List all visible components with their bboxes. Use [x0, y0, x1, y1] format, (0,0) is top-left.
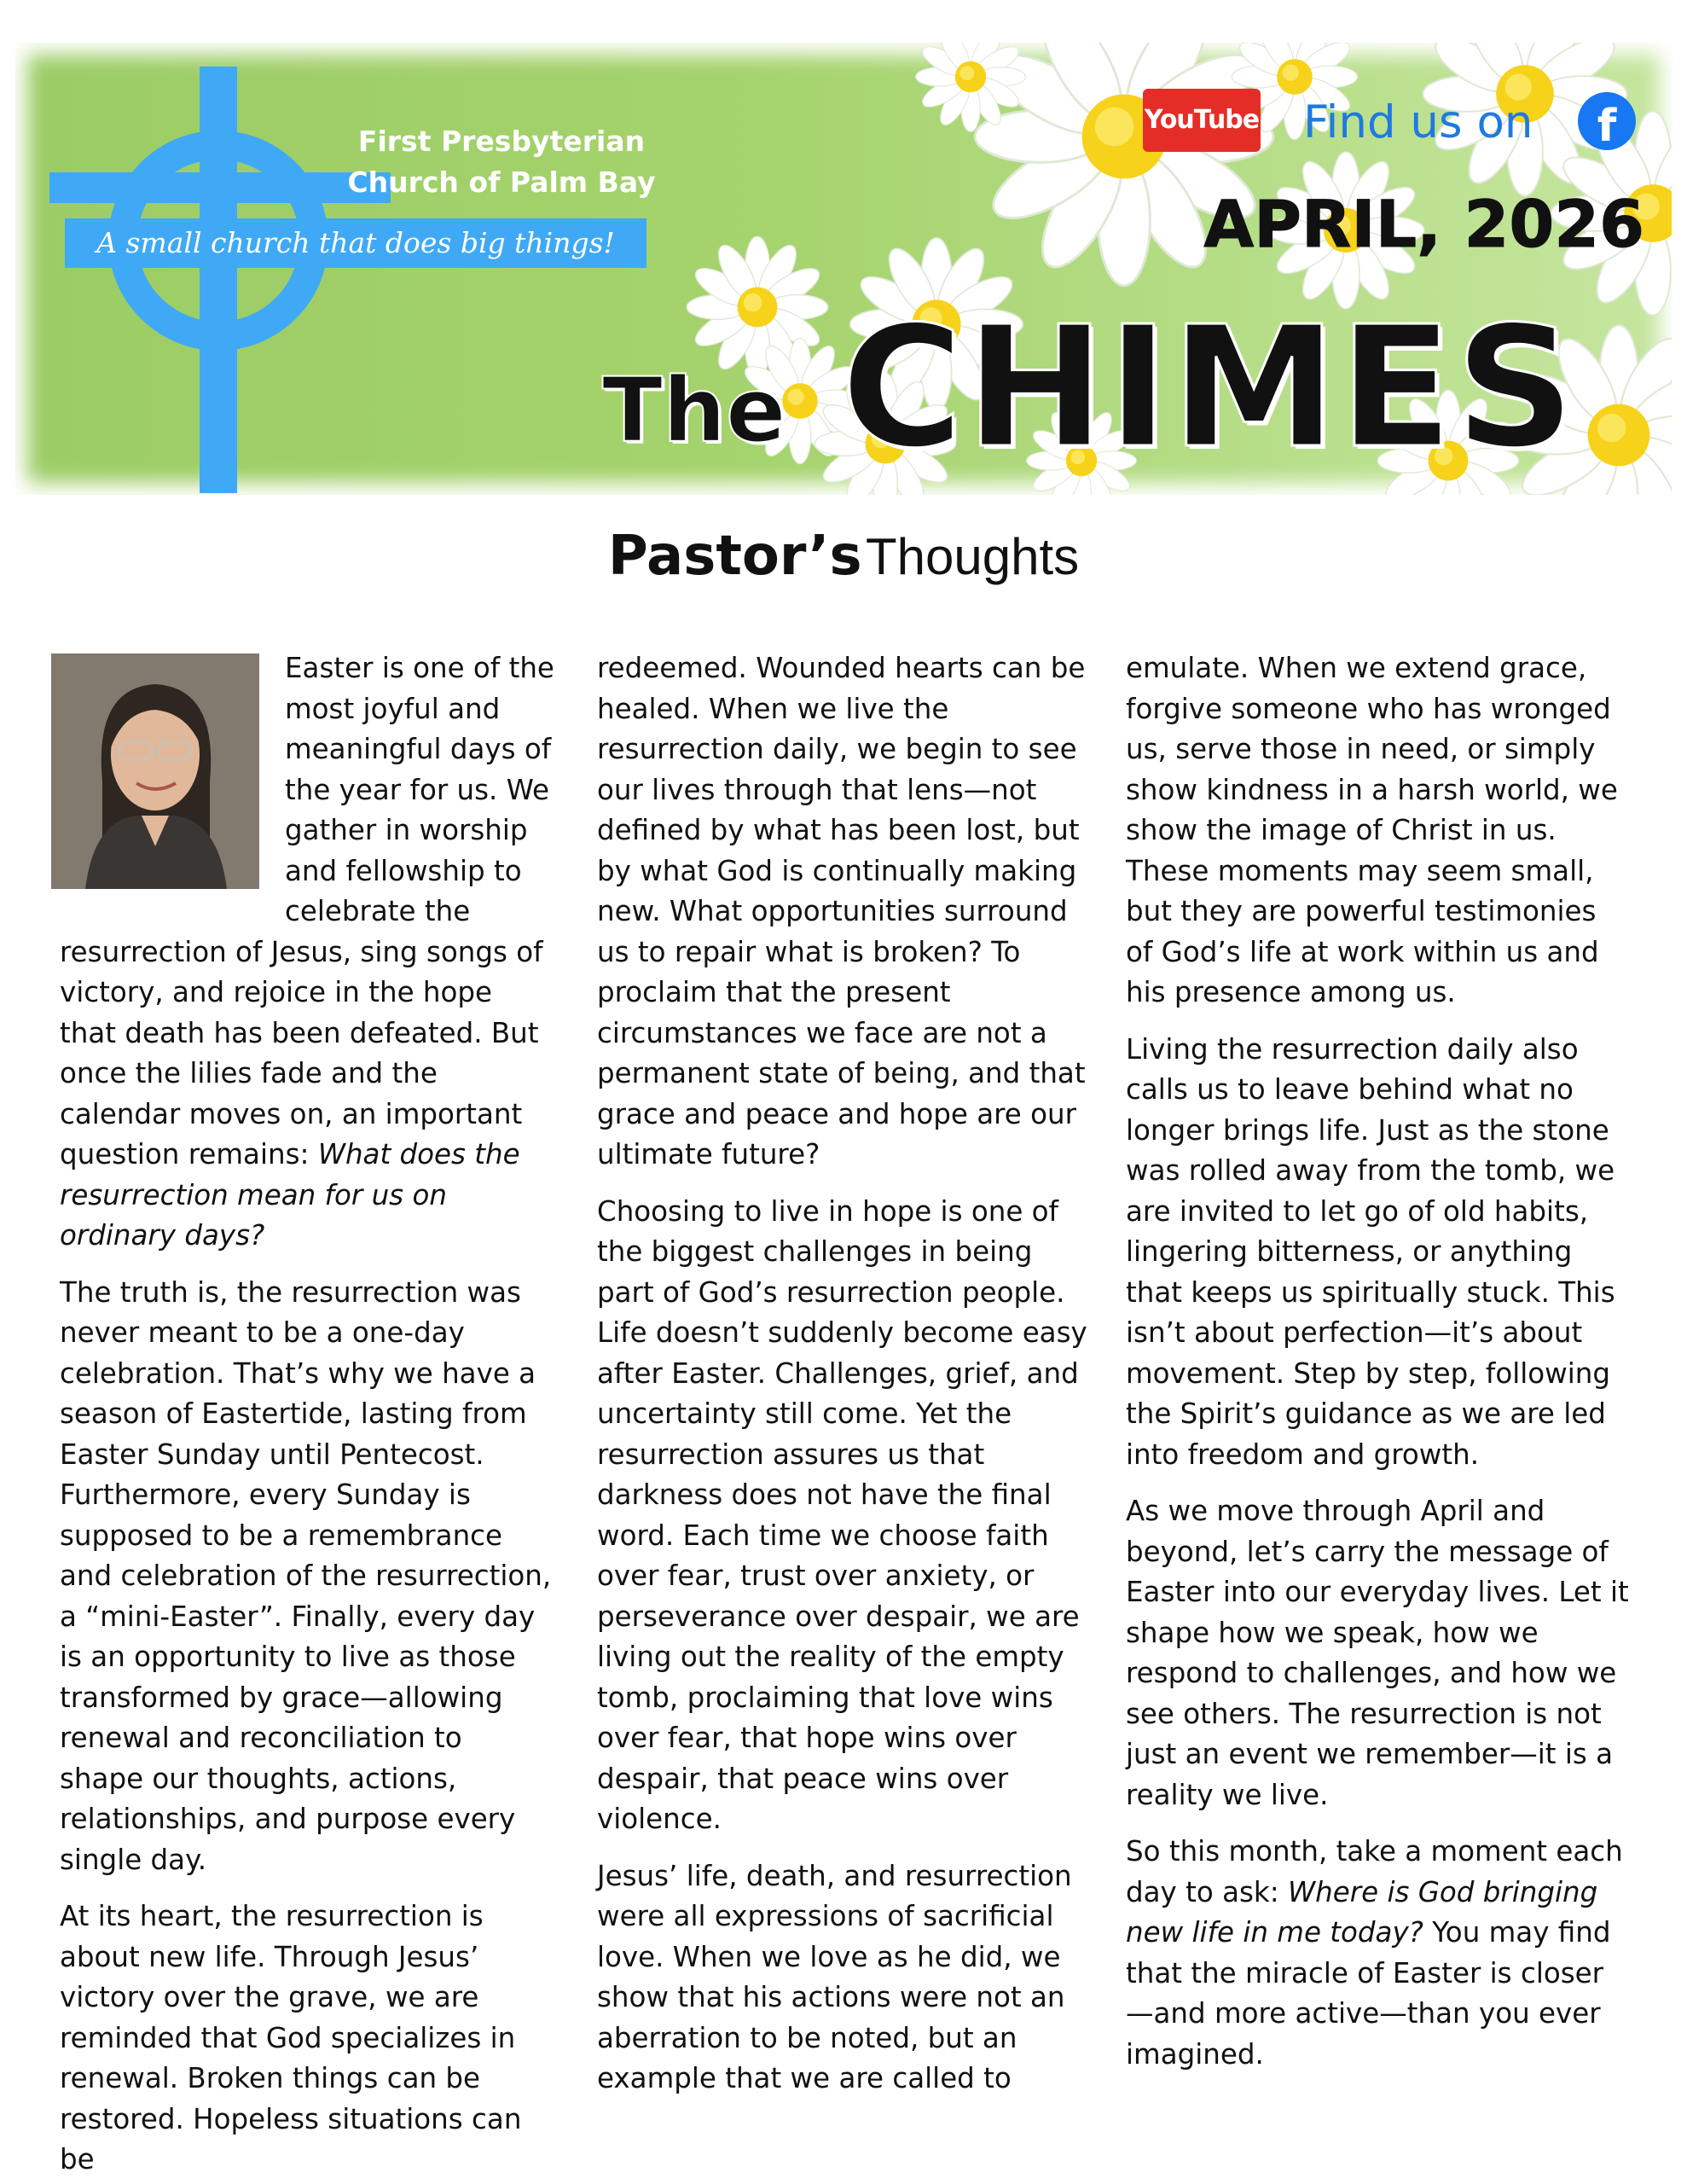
- pastor-photo: [51, 653, 259, 889]
- church-name: [322, 121, 681, 203]
- paragraph: As we move through April and beyond, let’s carry the message of Easter into our everyday lives. Let it shape how we speak, how we respond to challenges, and how we see others. The resurrection is not just an event we remember—it is a reality we live.: [1126, 1495, 1629, 1811]
- church-name-line1: First Presbyterian: [357, 125, 646, 158]
- masthead-chimes: CHIMES: [841, 291, 1577, 485]
- paragraph: Choosing to live in hope is one of the biggest challenges in being part of God’s resurrection people. Life doesn’t suddenly become easy after Easter. Challenges, grief, and uncertainty still come. Yet the resurrection assures us that darkness does not have the final word. Each time we choose faith over fear, trust over anxiety, or perseverance over despair, we are living out the reality of the empty tomb, proclaiming that love wins over fear, that hope wins over despair, that peace wins over violence.: [597, 1194, 1087, 1835]
- paragraph: emulate. When we extend grace, forgive someone who has wronged us, serve those in need, or simply show kindness in a harsh world, we show the image of Christ in us. These moments may seem small, but they are powerful testimonies of God’s life at work within us and his presence among us.: [1126, 652, 1618, 1008]
- tagline: A small church that does big things!: [96, 226, 615, 259]
- paragraph: Jesus’ life, death, and resurrection were all expressions of sacrificial love. When we love as he did, we show that his actions were not an aberration to be noted, but an example that we are called to: [597, 1859, 1072, 2094]
- issue-date: APRIL, 2026: [1203, 186, 1644, 262]
- paragraph: At its heart, the resurrection is about new life. Through Jesus’ victory over the grave, we are reminded that God specializes in renewal. Broken things can be restored. Hopeless situations can be: [60, 1900, 522, 2175]
- header-banner: [15, 43, 1672, 495]
- paragraph: The truth is, the resurrection was never meant to be a one-day celebration. That’s why we have a season of Eastertide, lasting from Easter Sunday until Pentecost. Furthermore, every Sunday is supposed to be a remembrance and celebration of the resurrection, a “mini-Easter”. Finally, every day is an opportunity to live as those transformed by grace—allowing renewal and reconciliation to shape our thoughts, actions, relationships, and purpose every single day.: [60, 1275, 552, 1876]
- section-heading: [0, 520, 1687, 607]
- paragraph: So this month, take a moment each day to ask: Where is God bringing new life in me today? You may find that the miracle of Easter is closer—and more active—than you ever imagined.: [1126, 1835, 1623, 2071]
- paragraph: Easter is one of the most joyful and meaningful days of the year for us. We gather in worship and fellowship to celebrate the resurrection of Jesus, sing songs of victory, and rejoice in the hope that death has been defeated. But once the lilies fade and the calendar moves on, an important question remains: What does the resurrection mean for us on ordinary days?: [60, 652, 554, 1252]
- article-column-3: [1126, 648, 1631, 2075]
- church-name-line2: Church of Palm Bay: [347, 166, 656, 199]
- paragraph: redeemed. Wounded hearts can be healed. When we live the resurrection daily, we begin to see our lives through that lens—not defined by what has been lost, but by what God is continually making new. What opportunities surround us to repair what is broken? To proclaim that the present circumstances we face are not a permanent state of being, and that grace and peace and hope are our ultimate future?: [597, 652, 1086, 1170]
- heading-bold: Pastor’s: [607, 525, 862, 588]
- facebook-icon[interactable]: f: [1578, 92, 1636, 150]
- article-column-2: [597, 648, 1092, 2100]
- youtube-icon[interactable]: YouTube: [1143, 89, 1261, 152]
- find-us-link[interactable]: Find us on: [1303, 96, 1533, 148]
- heading-light: Thoughts: [865, 528, 1080, 585]
- paragraph: Living the resurrection daily also calls us to leave behind what no longer brings life. Just as the stone was rolled away from the tomb, we are invited to let go of old habits, lingering bitterness, or anything that keeps us spiritually stuck. This isn’t about perfection—it’s about movement. Step by step, following the Spirit’s guidance as we are led into freedom and growth.: [1126, 1032, 1615, 1471]
- article-column-1: [60, 648, 554, 2181]
- masthead-the: The: [602, 358, 786, 462]
